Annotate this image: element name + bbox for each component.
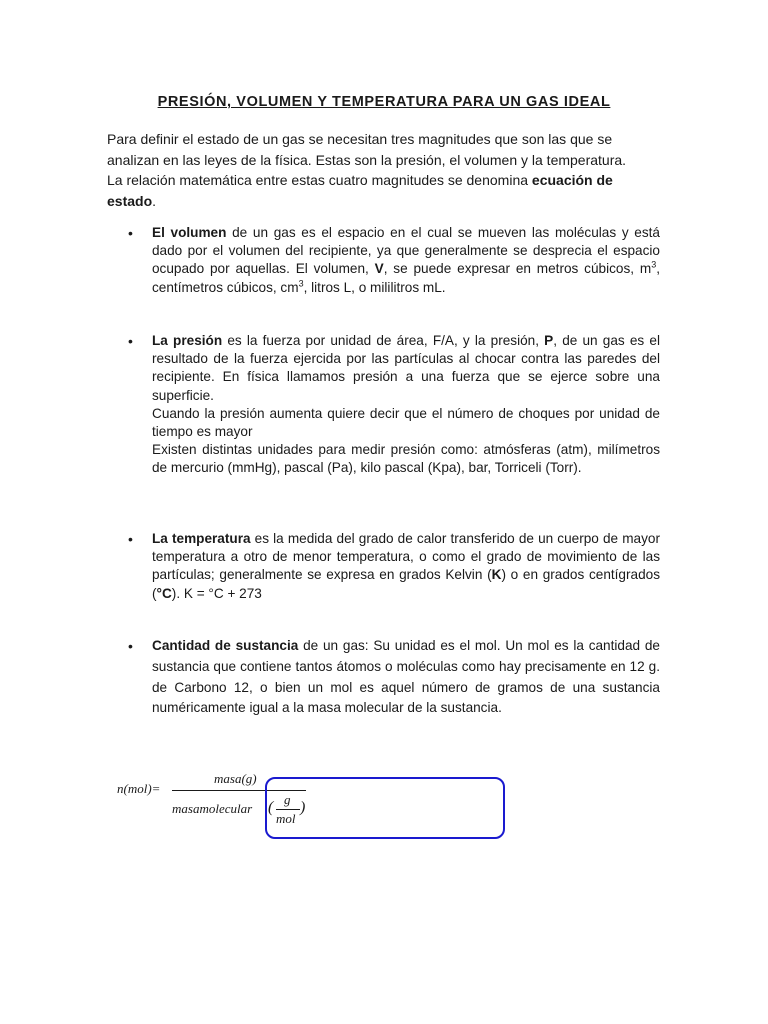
temperatura-text (152, 530, 660, 603)
volumen-sup1: 3 (651, 259, 657, 270)
bullet-dot: • (128, 531, 133, 547)
presion-paragraph-2: Cuando la presión aumenta quiere decir que el número de choques por unidad de tiempo es mayor (152, 405, 660, 440)
presion-symbol: P (544, 333, 554, 348)
presion-term: La presión (152, 333, 223, 348)
formula-open-paren: ( (268, 799, 274, 816)
sustancia-term: Cantidad de sustancia (152, 638, 299, 653)
volumen-t4: , litros L, o mililitros mL. (303, 279, 446, 295)
bullet-temperatura (128, 530, 660, 603)
bullet-dot: • (128, 333, 133, 349)
sustancia-text (152, 636, 660, 719)
intro-paragraph (107, 129, 637, 211)
highlight-box (265, 777, 505, 839)
presion-paragraph-3: Existen distintas unidades para medir presión como: atmósferas (atm), milímetros de mercurio (mmHg), pascal (Pa), kilo pascal (Kpa), bar, Torriceli (Torr). (152, 442, 660, 476)
presion-text (152, 332, 660, 405)
volumen-text (152, 224, 660, 297)
formula-lhs: n(mol)= (117, 781, 161, 796)
formula-denominator: masamolecular (172, 801, 253, 816)
bullet-volumen (128, 224, 660, 297)
document-title: PRESIÓN, VOLUMEN Y TEMPERATURA PARA UN GAS IDEAL (157, 94, 611, 110)
volumen-sup2: 3 (298, 278, 304, 289)
sustancia-t1: de un gas: Su unidad es el mol. Un mol es la cantidad de sustancia que contiene tantos átomos o moléculas como hay precisamente en 12 g. de Carbono 12, o bien un mol es aquel número de gramos de una sustancia numéricamente igual a la masa molecular de la sustancia. (152, 638, 660, 716)
temperatura-t2: ) o en grados centígrados ( (152, 567, 660, 601)
formula-inner-denominator: mol (276, 811, 296, 826)
bullet-dot: • (128, 638, 133, 654)
volumen-symbol: V (374, 261, 384, 277)
intro-end: . (152, 192, 157, 209)
formula-close-paren: ) (300, 799, 306, 816)
volumen-t3: , centímetros cúbicos, cm (152, 261, 660, 295)
presion-t1: es la fuerza por unidad de área, F/A, y la presión, (222, 333, 545, 348)
volumen-t2: , se puede expresar en metros cúbicos, m (383, 261, 652, 277)
bullet-dot: • (128, 225, 133, 241)
formula-numerator: masa(g) (214, 771, 257, 786)
formula-inner-numerator: g (284, 792, 291, 807)
presion-t2: , de un gas es el resultado de la fuerza ejercida por las partículas al chocar contra las paredes del recipiente. En física llamamos presión a una fuerza que se ejerce sobre una superficie. (152, 333, 660, 403)
bullet-sustancia (128, 636, 660, 719)
intro-text: Para definir el estado de un gas se necesitan tres magnitudes que son las que se analizan en las leyes de la física. Estas son la presión, el volumen y la temperatura. La relación matemática entre estas cuatro magnitudes se denomina (107, 131, 627, 188)
temperatura-term: La temperatura (152, 531, 251, 546)
temperatura-c: °C (156, 585, 172, 601)
bullet-presion (128, 332, 660, 478)
temperatura-t1: es la medida del grado de calor transferido de un cuerpo de mayor temperatura a otro de menor temperatura, o como el grado de movimiento de las partículas; generalmente se expresa en grados Kelvin ( (152, 531, 660, 583)
temperatura-k: K (491, 567, 502, 583)
volumen-t1: de un gas es el espacio en el cual se mueven las moléculas y está dado por el volumen del recipiente, ya que generalmente se desprecia el espacio ocupado por aquellas. El volumen, (152, 225, 660, 277)
intro-bold-term: ecuación de estado (107, 172, 613, 209)
volumen-term: El volumen (152, 225, 227, 240)
temperatura-t3: ). K = °C + 273 (171, 585, 262, 601)
